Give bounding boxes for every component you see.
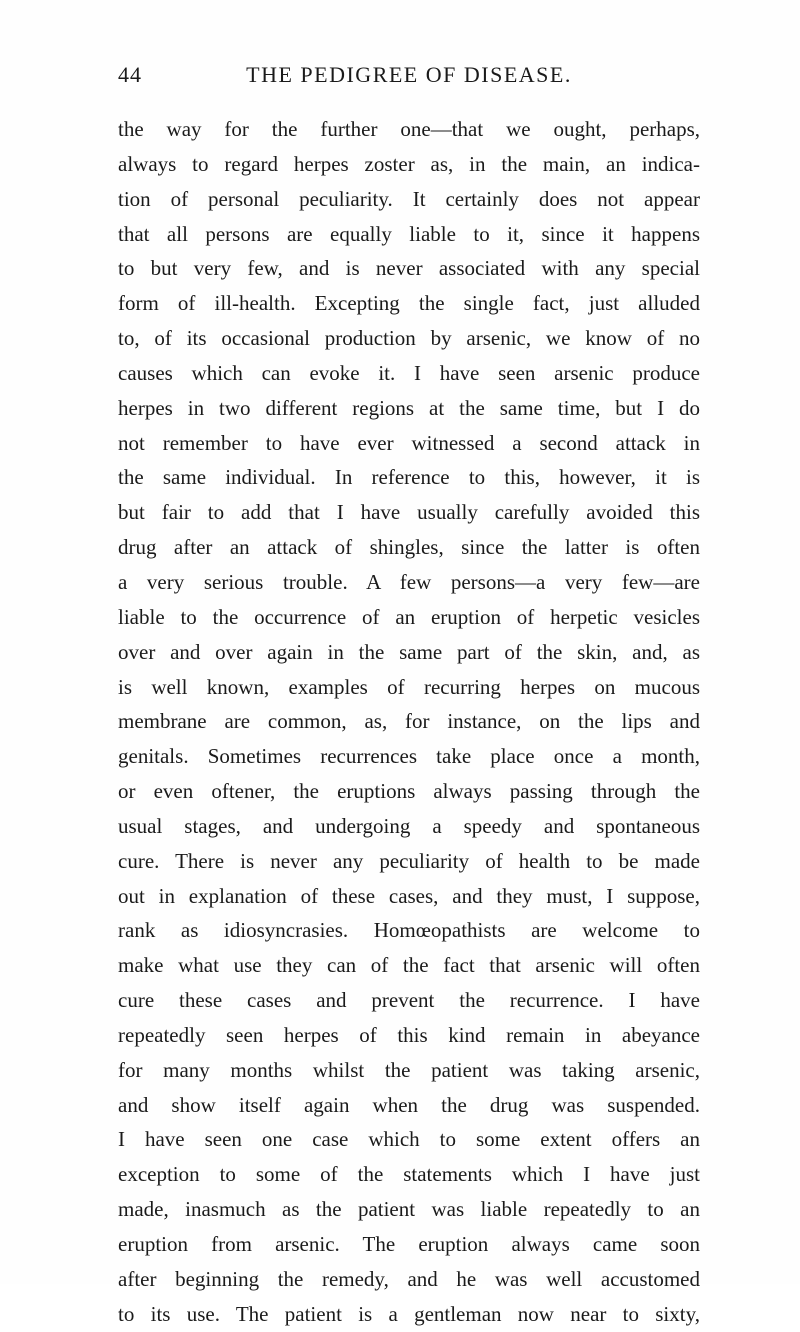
text-line: cure these cases and prevent the recurrence. I have: [118, 988, 700, 1013]
text-line: over and over again in the same part of the skin, and, as: [118, 639, 700, 664]
text-line: drug after an attack of shingles, since the latter is often: [118, 535, 700, 560]
text-line: herpes in two different regions at the same time, but I do: [118, 395, 700, 420]
text-line: exception to some of the statements which I have just: [118, 1162, 700, 1187]
text-line: and show itself again when the drug was suspended.: [118, 1092, 700, 1117]
text-line: for many months whilst the patient was taking arsenic,: [118, 1057, 700, 1082]
text-line: repeatedly seen herpes of this kind remain in abeyance: [118, 1022, 700, 1047]
text-line: the same individual. In reference to this, however, it is: [118, 465, 700, 490]
body-paragraph: [118, 112, 700, 1332]
text-line: after beginning the remedy, and he was well accustomed: [118, 1266, 700, 1291]
text-line: eruption from arsenic. The eruption always came soon: [118, 1232, 700, 1256]
text-line: to its use. The patient is a gentleman now near to sixty,: [118, 1301, 700, 1326]
page-number: 44: [118, 62, 142, 87]
text-line: the way for the further one—that we ought, perhaps,: [118, 117, 700, 141]
text-line: cure. There is never any peculiarity of health to be made: [118, 848, 700, 873]
text-line: tion of personal peculiarity. It certainly does not appear: [118, 186, 700, 211]
text-line: usual stages, and undergoing a speedy and spontaneous: [118, 813, 700, 838]
text-line: genitals. Sometimes recurrences take place once a month,: [118, 744, 700, 769]
text-line: or even oftener, the eruptions always passing through the: [118, 779, 700, 804]
text-line: membrane are common, as, for instance, on the lips and: [118, 709, 700, 734]
text-line: not remember to have ever witnessed a second attack in: [118, 430, 700, 455]
text-line: a very serious trouble. A few persons—a very few—are: [118, 569, 700, 594]
text-line: to but very few, and is never associated with any special: [118, 256, 700, 281]
running-title: THE PEDIGREE OF DISEASE.: [246, 62, 572, 87]
running-header: [118, 62, 700, 94]
text-line: I have seen one case which to some extent offers an: [118, 1127, 700, 1152]
text-line: rank as idiosyncrasies. Homœopathists are welcome to: [118, 918, 700, 943]
text-line: liable to the occurrence of an eruption of herpetic vesicles: [118, 604, 700, 629]
text-line: make what use they can of the fact that arsenic will often: [118, 953, 700, 978]
text-line: always to regard herpes zoster as, in the main, an indica-: [118, 151, 700, 176]
text-line: out in explanation of these cases, and they must, I suppose,: [118, 883, 700, 908]
text-line: to, of its occasional production by arsenic, we know of no: [118, 326, 700, 351]
text-line: causes which can evoke it. I have seen arsenic produce: [118, 360, 700, 385]
text-line: but fair to add that I have usually carefully avoided this: [118, 500, 700, 525]
text-line: is well known, examples of recurring herpes on mucous: [118, 674, 700, 699]
text-line: made, inasmuch as the patient was liable repeatedly to an: [118, 1197, 700, 1222]
text-line: that all persons are equally liable to it, since it happens: [118, 221, 700, 246]
text-line: form of ill-health. Excepting the single fact, just alluded: [118, 291, 700, 316]
